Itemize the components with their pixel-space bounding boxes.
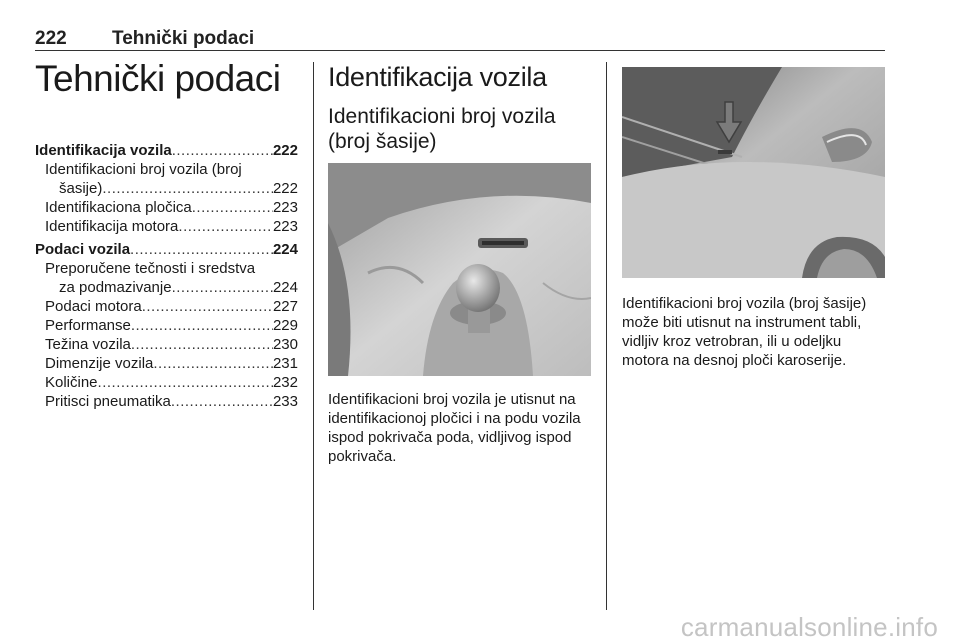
toc-item-vin-line1[interactable]: Identifikacioni broj vozila (broj [45,161,242,178]
section-title: Identifikacija vozila [328,62,547,92]
toc-item-pritisci[interactable]: Pritisci pneumatika ..... 233 [35,392,298,411]
toc-item-tecnosti-line1[interactable]: Preporučene tečnosti i sredstva [45,260,256,277]
toc-item-kolicine[interactable]: Količine ..... 232 [35,373,298,392]
section-text-2: Identifikacioni broj vozila (broj šasije) može biti utisnut na instrument tabli, vidljiv kroz vetrobran, ili u odeljku motora na desnoj ploči karoserije. [622,295,867,369]
page-number: 222 [35,28,67,49]
floor-vin-photo [328,163,591,376]
subsection-title: Identifikacioni broj vozila (broj šasije) [328,105,556,153]
section-text-1: Identifikacioni broj vozila je utisnut na identifikacionoj pločici i na podu vozila ispod pokrivača poda, vidljivog ispod pokrivača. [328,391,581,465]
toc-item-performanse[interactable]: Performanse ..... 229 [35,316,298,335]
watermark: carmanualsonline.info [680,612,938,642]
toc-section-podaci-vozila[interactable]: Podaci vozila ..... 224 [35,240,298,259]
column-divider-1 [313,62,314,610]
toc-item-tecnosti-line2[interactable]: za podmazivanje ..... 224 [35,278,298,297]
windshield-vin-photo [622,67,885,278]
toc-item-tezina[interactable]: Težina vozila ..... 230 [35,335,298,354]
column-divider-2 [606,62,607,610]
toc-item-vin-line2[interactable]: šasije) ..... 222 [35,179,298,198]
table-of-contents [35,141,298,411]
toc-item-plocica[interactable]: Identifikaciona pločica ..... 223 [35,198,298,217]
toc-section-identifikacija[interactable]: Identifikacija vozila ..... 222 [35,141,298,160]
header-title: Tehnički podaci [112,28,255,49]
page-header [35,28,885,52]
toc-item-motor-id[interactable]: Identifikacija motora ..... 223 [35,217,298,236]
chapter-title: Tehnički podaci [35,58,281,99]
toc-item-dimenzije[interactable]: Dimenzije vozila ..... 231 [35,354,298,373]
header-divider [35,50,885,51]
toc-item-podaci-motora[interactable]: Podaci motora ..... 227 [35,297,298,316]
